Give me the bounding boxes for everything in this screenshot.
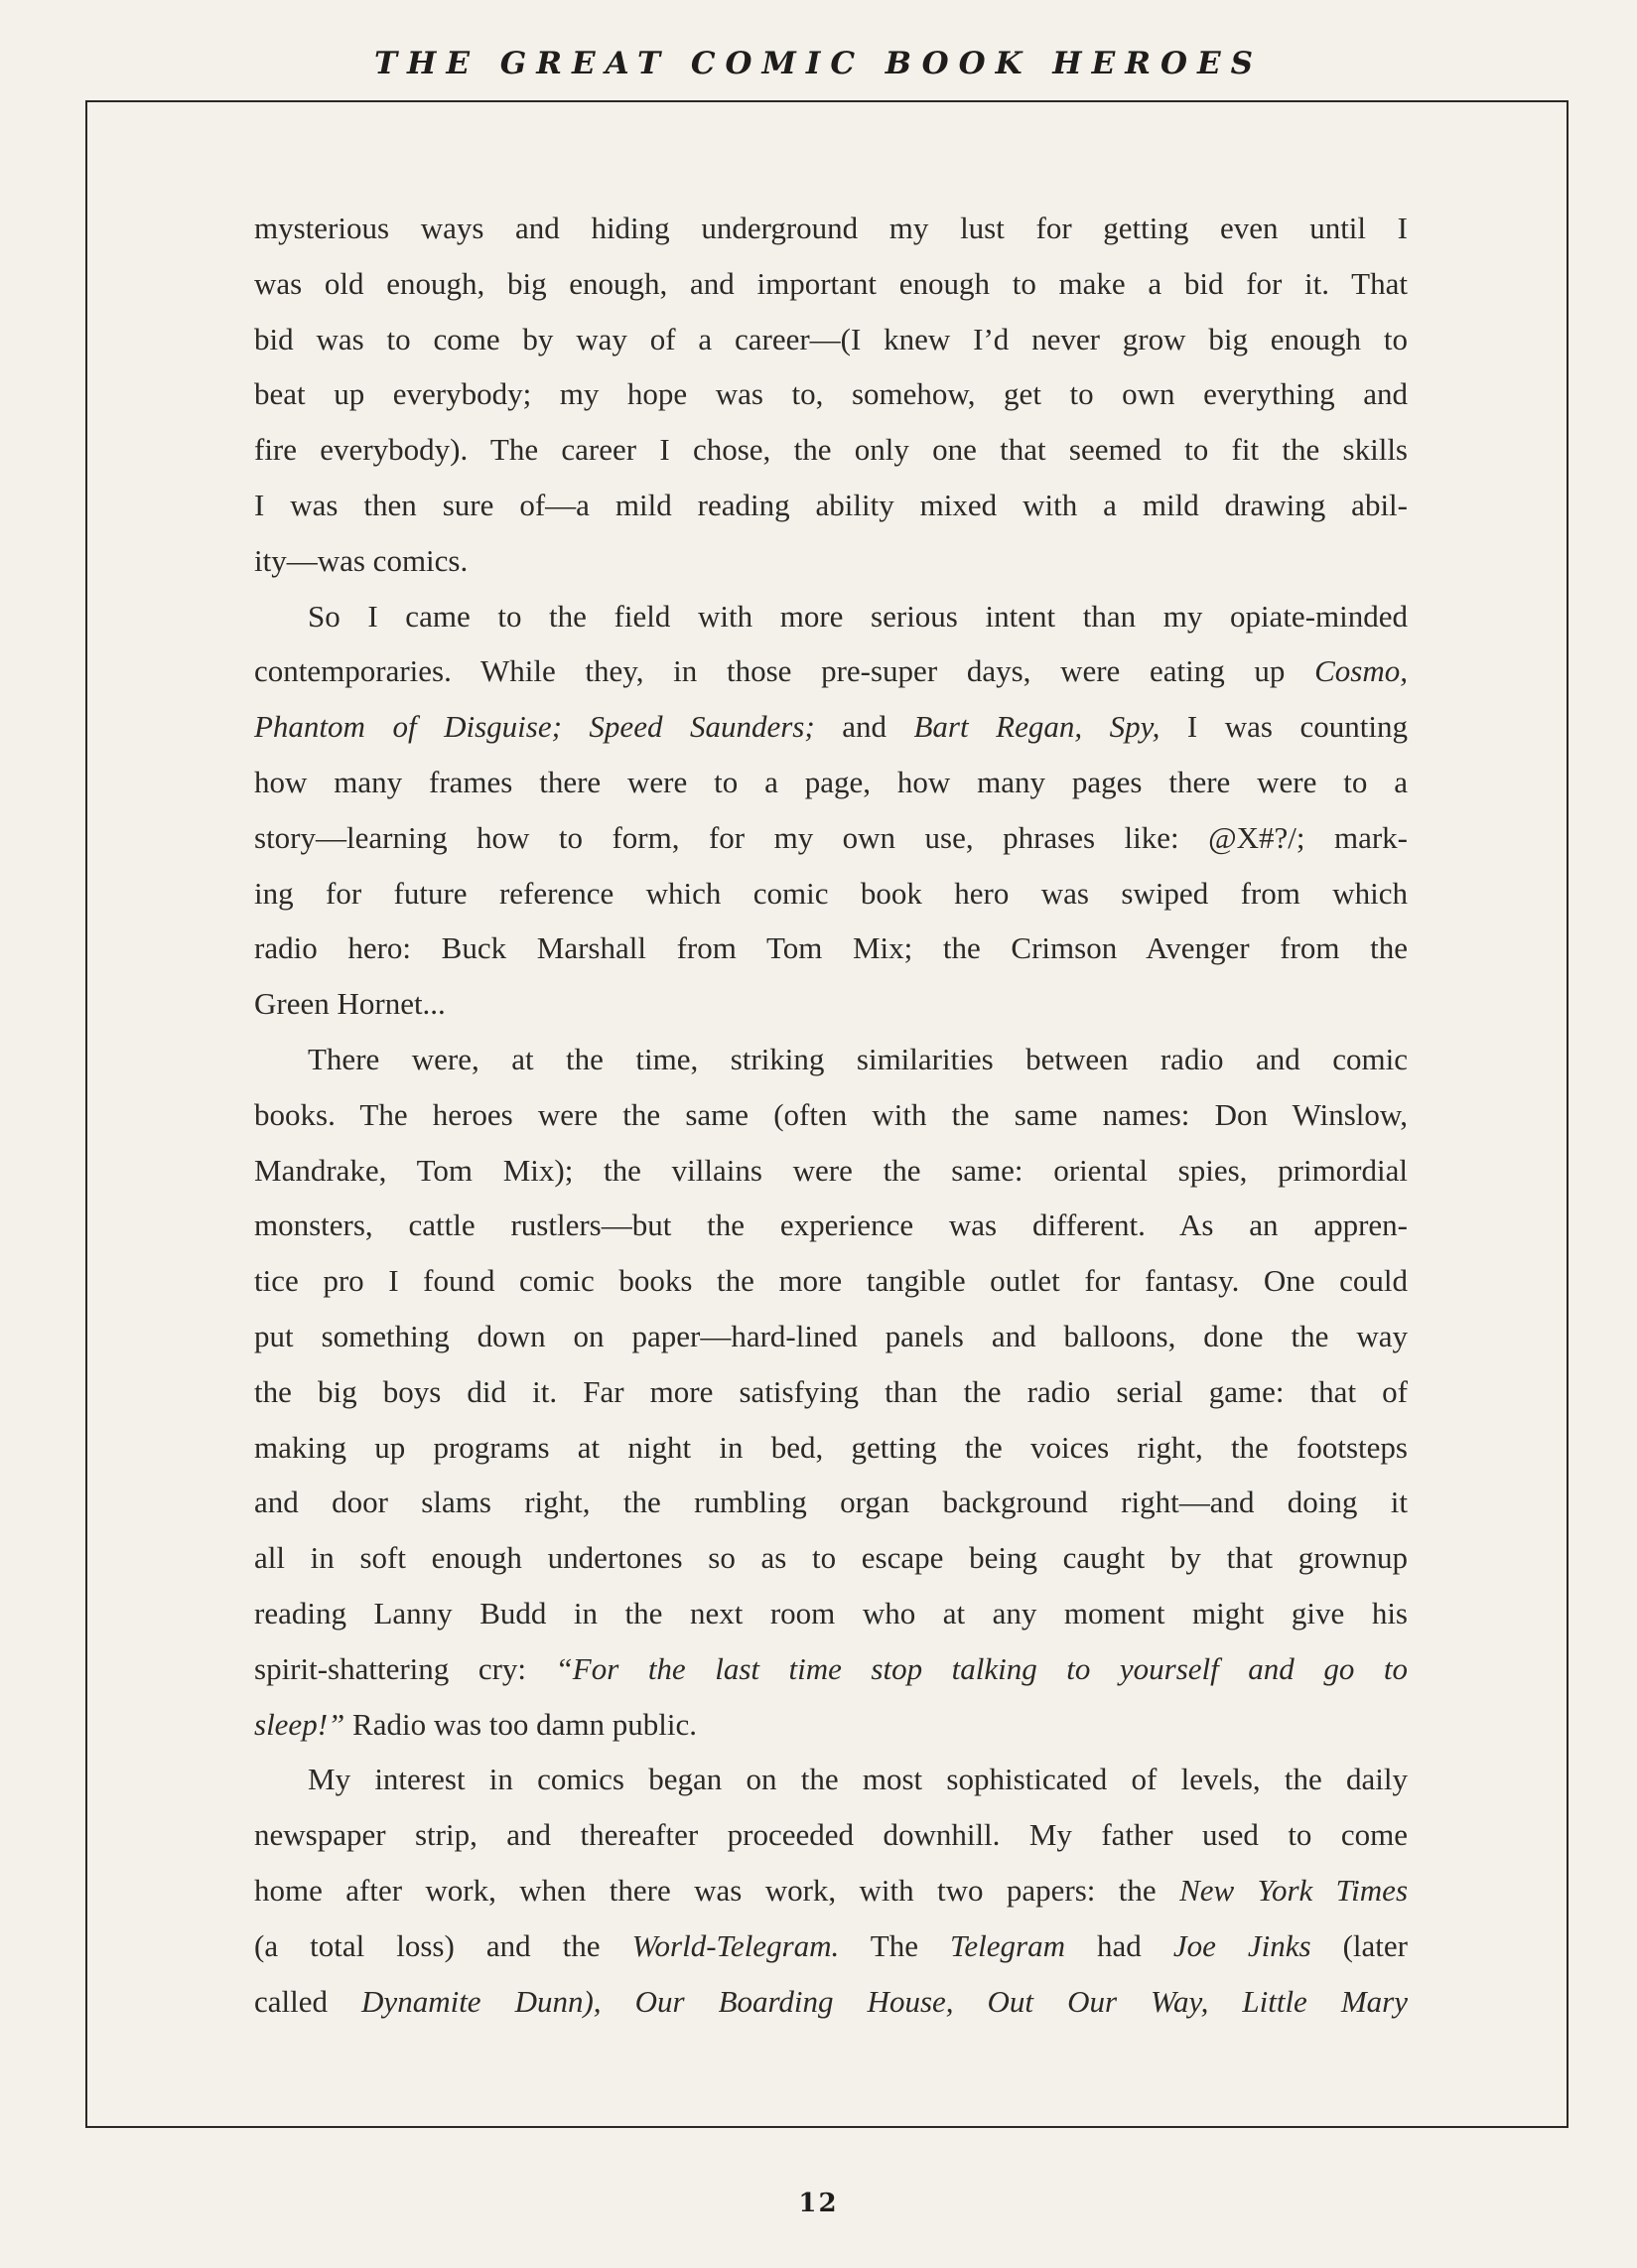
text-line: and door slams right, the rumbling organ background right—and doing it xyxy=(254,1485,1408,1520)
text-line: ing for future reference which comic book hero was swiped from which xyxy=(254,875,1408,911)
text-line: My interest in comics began on the most sophisticated of levels, the daily xyxy=(308,1762,1408,1797)
text-line: Mandrake, Tom Mix); the villains were the same: oriental spies, primordial xyxy=(254,1152,1408,1188)
text-line: ity—was comics. xyxy=(254,542,469,578)
text-line: beat up everybody; my hope was to, somehow, get to own everything and xyxy=(254,376,1408,412)
text-line: So I came to the field with more serious intent than my opiate-minded xyxy=(308,598,1408,634)
text-line: (a total loss) and the World-Telegram. The Telegram had Joe Jinks (later xyxy=(254,1927,1409,1963)
text-line: the big boys did it. Far more satisfying than the radio serial game: that of xyxy=(254,1373,1408,1409)
text-line: Green Hornet... xyxy=(254,986,446,1022)
text-line: put something down on paper—hard-lined panels and balloons, done the way xyxy=(254,1318,1408,1353)
text-line: reading Lanny Budd in the next room who at any moment might give his xyxy=(254,1595,1408,1630)
running-head: THE GREAT COMIC BOOK HEROES xyxy=(373,46,1264,81)
text-line: monsters, cattle rustlers—but the experience was different. As an appren- xyxy=(254,1207,1408,1243)
text-line: Phantom of Disguise; Speed Saunders; and Bart Regan, Spy, I was counting xyxy=(254,709,1408,745)
text-line: newspaper strip, and thereafter proceeded downhill. My father used to come xyxy=(254,1817,1408,1853)
text-line: radio hero: Buck Marshall from Tom Mix; the Crimson Avenger from the xyxy=(254,930,1408,966)
text-line: home after work, when there was work, with two papers: the New York Times xyxy=(254,1872,1409,1908)
text-line: story—learning how to form, for my own use, phrases like: @X#?/; mark- xyxy=(254,819,1408,855)
text-line: fire everybody). The career I chose, the only one that seemed to fit the skills xyxy=(254,432,1408,468)
text-line: how many frames there were to a page, how many pages there were to a xyxy=(254,764,1408,799)
text-line: all in soft enough undertones so as to escape being caught by that grownup xyxy=(254,1540,1408,1576)
body-text xyxy=(254,201,1408,2029)
text-line: sleep!” Radio was too damn public. xyxy=(254,1706,697,1742)
text-line: tice pro I found comic books the more tangible outlet for fantasy. One could xyxy=(254,1263,1408,1299)
text-line: contemporaries. While they, in those pre-super days, were eating up Cosmo, xyxy=(254,653,1408,689)
page-number: 12 xyxy=(798,2189,839,2218)
text-line: I was then sure of—a mild reading ability mixed with a mild drawing abil- xyxy=(254,487,1408,522)
text-line: mysterious ways and hiding underground my lust for getting even until I xyxy=(254,211,1408,245)
text-line: There were, at the time, striking similarities between radio and comic xyxy=(308,1041,1408,1076)
text-line: spirit-shattering cry: “For the last time stop talking to yourself and go to xyxy=(254,1650,1408,1686)
text-line: making up programs at night in bed, getting the voices right, the footsteps xyxy=(254,1429,1408,1465)
text-line: called Dynamite Dunn), Our Boarding House, Out Our Way, Little Mary xyxy=(254,1983,1408,2019)
text-line: books. The heroes were the same (often with the same names: Don Winslow, xyxy=(254,1096,1408,1132)
text-line: was old enough, big enough, and important enough to make a bid for it. That xyxy=(254,265,1408,301)
text-line: bid was to come by way of a career—(I knew I’d never grow big enough to xyxy=(254,321,1408,356)
